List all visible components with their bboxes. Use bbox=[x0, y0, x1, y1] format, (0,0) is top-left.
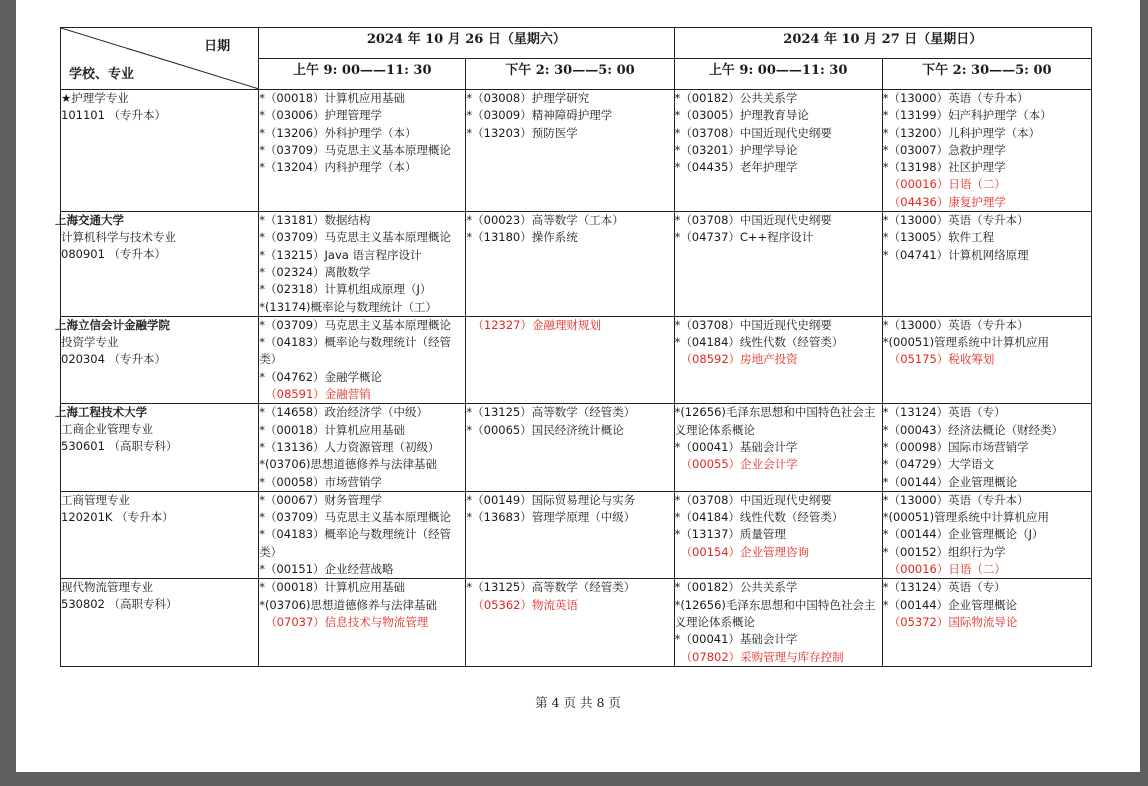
school-major-cell bbox=[61, 491, 259, 578]
course-item: *（03709）马克思主义基本原理概论 bbox=[259, 142, 452, 157]
course-item: *(12656)毛泽东思想和中国特色社会主义理论体系概论 bbox=[674, 597, 876, 629]
course-item: *（00144）企业管理概论 bbox=[882, 474, 1018, 489]
major-info: 计算机科学与技术专业 bbox=[61, 230, 176, 245]
exam-slot-cell bbox=[882, 491, 1091, 578]
major-info: 080901 （专升本） bbox=[61, 247, 167, 262]
schedule-row bbox=[61, 404, 1092, 491]
course-item-unified: （12327）金融理财规划 bbox=[472, 317, 601, 332]
course-item: *(00051)管理系统中计算机应用 bbox=[882, 510, 1050, 525]
major-info: 530802 （高职专科） bbox=[61, 597, 178, 612]
course-item-unified: （05372）国际物流导论 bbox=[888, 614, 1018, 629]
schedule-body bbox=[55, 90, 1092, 667]
course-item-unified: （07037）信息技术与物流管理 bbox=[265, 614, 429, 629]
major-info: ★护理学专业 bbox=[61, 91, 129, 105]
course-item: *（13124）英语（专） bbox=[882, 405, 1006, 420]
course-item: *（13215）Java 语言程序设计 bbox=[259, 247, 422, 262]
course-item: *（03008）护理学研究 bbox=[466, 91, 590, 105]
course-item: *（00065）国民经济统计概论 bbox=[466, 422, 624, 437]
exam-slot-cell bbox=[674, 212, 882, 317]
schedule-row bbox=[61, 579, 1092, 666]
course-item: *(12656)毛泽东思想和中国特色社会主义理论体系概论 bbox=[674, 405, 876, 437]
course-item: *（13005）软件工程 bbox=[882, 230, 995, 245]
course-item: *（00058）市场营销学 bbox=[259, 474, 383, 489]
course-item: *（00018）计算机应用基础 bbox=[259, 422, 406, 437]
course-item: *（03708）中国近现代史纲要 bbox=[674, 125, 832, 140]
course-item: *(13174)概率论与数理统计（工） bbox=[259, 299, 437, 314]
exam-slot-cell bbox=[674, 579, 882, 666]
major-info: 120201K （专升本） bbox=[61, 509, 174, 524]
date-header-1: 2024 年 10 月 26 日（星期六） bbox=[259, 28, 674, 59]
course-item: *（00043）经济法概论（财经类） bbox=[882, 422, 1064, 437]
exam-slot-cell bbox=[882, 316, 1091, 403]
course-item: *（00152）组织行为学 bbox=[882, 544, 1006, 559]
exam-slot-cell bbox=[466, 212, 674, 317]
course-item: *（00018）计算机应用基础 bbox=[259, 580, 406, 595]
exam-slot-cell bbox=[674, 90, 882, 212]
course-item: *（13000）英语（专升本） bbox=[882, 317, 1029, 332]
exam-slot-cell bbox=[674, 404, 882, 491]
course-item: *（14658）政治经济学（中级） bbox=[259, 405, 429, 420]
major-info: 工商管理专业 bbox=[61, 492, 130, 507]
course-item: *（04729）大学语文 bbox=[882, 457, 995, 472]
course-item: *（03708）中国近现代史纲要 bbox=[674, 213, 832, 228]
course-item-unified: （07802）采购管理与库存控制 bbox=[680, 649, 844, 664]
course-item: *（03708）中国近现代史纲要 bbox=[674, 317, 832, 332]
time-header-pm-1: 下午 2: 30——5: 00 bbox=[466, 59, 674, 90]
course-item: *（04183）概率论与数理统计（经管类） bbox=[259, 527, 452, 559]
exam-slot-cell bbox=[259, 404, 466, 491]
course-item: *（02318）计算机组成原理（J） bbox=[259, 282, 432, 297]
major-info: 530601 （高职专科） bbox=[61, 439, 178, 454]
course-item: *（04184）线性代数（经管类） bbox=[674, 510, 844, 525]
course-item: *（03709）马克思主义基本原理概论 bbox=[259, 230, 452, 245]
course-item-unified: （05362）物流英语 bbox=[472, 597, 578, 612]
course-item: *（03709）马克思主义基本原理概论 bbox=[259, 510, 452, 525]
course-item-unified: （00154）企业管理咨询 bbox=[680, 544, 810, 559]
exam-slot-cell bbox=[259, 579, 466, 666]
university-name: 上海立信会计金融学院 bbox=[55, 317, 170, 332]
exam-slot-cell bbox=[882, 212, 1091, 317]
date-header-2: 2024 年 10 月 27 日（星期日） bbox=[674, 28, 1091, 59]
course-item: *（13125）高等数学（经管类） bbox=[466, 580, 636, 595]
course-item-unified: （00055）企业会计学 bbox=[680, 457, 798, 472]
course-item: *(00051)管理系统中计算机应用 bbox=[882, 335, 1050, 350]
university-name: 上海工程技术大学 bbox=[55, 405, 147, 420]
page-footer: 第 4 页 共 8 页 bbox=[535, 695, 621, 710]
course-item: *（00182）公共关系学 bbox=[674, 580, 798, 595]
exam-slot-cell bbox=[259, 90, 466, 212]
major-info: 现代物流管理专业 bbox=[61, 580, 153, 595]
course-item: *（00182）公共关系学 bbox=[674, 91, 798, 105]
course-item: *（00067）财务管理学 bbox=[259, 492, 383, 507]
course-item-unified: （00016）日语（二） bbox=[888, 562, 1006, 577]
exam-slot-cell bbox=[466, 491, 674, 578]
school-major-cell bbox=[55, 212, 259, 317]
course-item: *（00151）企业经营战略 bbox=[259, 562, 394, 577]
exam-slot-cell bbox=[466, 90, 674, 212]
course-item: *（13683）管理学原理（中级） bbox=[466, 510, 636, 525]
course-item: *（13000）英语（专升本） bbox=[882, 91, 1029, 105]
course-item-unified: （08591）金融营销 bbox=[265, 387, 371, 402]
course-item: *（13180）操作系统 bbox=[466, 230, 578, 245]
course-item: *（13206）外科护理学（本） bbox=[259, 125, 417, 140]
course-item: *（00144）企业管理概论 bbox=[882, 597, 1018, 612]
course-item: *（00098）国际市场营销学 bbox=[882, 439, 1029, 454]
course-item: *（13181）数据结构 bbox=[259, 213, 371, 228]
school-major-cell bbox=[61, 579, 259, 666]
exam-slot-cell bbox=[882, 404, 1091, 491]
course-item: *（04184）线性代数（经管类） bbox=[674, 335, 844, 350]
course-item: *（03708）中国近现代史纲要 bbox=[674, 492, 832, 507]
major-info: 020304 （专升本） bbox=[61, 351, 167, 366]
course-item-unified: （04436）康复护理学 bbox=[888, 194, 1006, 209]
time-header-pm-2: 下午 2: 30——5: 00 bbox=[882, 59, 1091, 90]
exam-slot-cell bbox=[259, 212, 466, 317]
exam-slot-cell bbox=[674, 491, 882, 578]
schedule-row bbox=[61, 491, 1092, 578]
course-item-unified: （05175）税收筹划 bbox=[888, 352, 995, 367]
document-page bbox=[16, 0, 1140, 772]
course-item: *（03009）精神障碍护理学 bbox=[466, 108, 613, 123]
course-item: *（13000）英语（专升本） bbox=[882, 213, 1029, 228]
course-item: *(03706)思想道德修养与法律基础 bbox=[259, 597, 437, 612]
course-item: *（00041）基础会计学 bbox=[674, 439, 798, 454]
course-item: *（13137）质量管理 bbox=[674, 527, 786, 542]
course-item: *（13199）妇产科护理学（本） bbox=[882, 108, 1052, 123]
school-major-cell bbox=[55, 404, 259, 491]
course-item: *（02324）离散数学 bbox=[259, 264, 371, 279]
course-item: *（00149）国际贸易理论与实务 bbox=[466, 492, 636, 507]
schedule-row bbox=[61, 316, 1092, 403]
course-item: *（13125）高等数学（经管类） bbox=[466, 405, 636, 420]
course-item: *（03005）护理教育导论 bbox=[674, 108, 809, 123]
course-item: *（13200）儿科护理学（本） bbox=[882, 125, 1041, 140]
course-item: *（13136）人力资源管理（初级） bbox=[259, 439, 440, 454]
corner-school-label: 学校、专业 bbox=[69, 67, 135, 82]
course-item-unified: （00016）日语（二） bbox=[888, 177, 1006, 192]
school-major-cell bbox=[55, 316, 259, 403]
course-item: *（00018）计算机应用基础 bbox=[259, 91, 406, 105]
exam-slot-cell bbox=[466, 579, 674, 666]
exam-slot-cell bbox=[259, 316, 466, 403]
schedule-row bbox=[61, 90, 1092, 212]
course-item: *（04183）概率论与数理统计（经管类） bbox=[259, 335, 452, 367]
course-item: *（13203）预防医学 bbox=[466, 125, 578, 140]
schedule-row bbox=[61, 212, 1092, 317]
major-info: 投资学专业 bbox=[61, 334, 119, 349]
time-header-am-1: 上午 9: 00——11: 30 bbox=[259, 59, 466, 90]
exam-slot-cell bbox=[882, 579, 1091, 666]
school-major-cell bbox=[61, 90, 259, 212]
exam-slot-cell bbox=[466, 316, 674, 403]
exam-schedule-table bbox=[55, 27, 1092, 667]
course-item: *（04737）C++程序设计 bbox=[674, 230, 814, 245]
course-item: *（13204）内科护理学（本） bbox=[259, 160, 417, 175]
course-item: *（13124）英语（专） bbox=[882, 580, 1006, 595]
course-item: *(03706)思想道德修养与法律基础 bbox=[259, 457, 437, 472]
exam-slot-cell bbox=[882, 90, 1091, 212]
major-info: 101101 （专升本） bbox=[61, 108, 167, 122]
exam-slot-cell bbox=[259, 491, 466, 578]
course-item: *（04435）老年护理学 bbox=[674, 160, 798, 175]
course-item: *（03006）护理管理学 bbox=[259, 108, 383, 123]
course-item: *（03709）马克思主义基本原理概论 bbox=[259, 317, 452, 332]
header-corner-cell bbox=[61, 28, 259, 90]
exam-slot-cell bbox=[674, 316, 882, 403]
major-info: 工商企业管理专业 bbox=[61, 422, 153, 437]
course-item: *（00144）企业管理概论（J） bbox=[882, 527, 1044, 542]
course-item: *（00041）基础会计学 bbox=[674, 632, 798, 647]
course-item: *（04762）金融学概论 bbox=[259, 369, 383, 384]
time-header-am-2: 上午 9: 00——11: 30 bbox=[674, 59, 882, 90]
corner-date-label: 日期 bbox=[204, 39, 231, 54]
course-item: *（04741）计算机网络原理 bbox=[882, 247, 1029, 262]
course-item: *（03201）护理学导论 bbox=[674, 142, 798, 157]
course-item: *（13000）英语（专升本） bbox=[882, 492, 1029, 507]
exam-slot-cell bbox=[466, 404, 674, 491]
course-item: *（13198）社区护理学 bbox=[882, 160, 1006, 175]
course-item: *（00023）高等数学（工本） bbox=[466, 213, 624, 228]
course-item-unified: （08592）房地产投资 bbox=[680, 352, 798, 367]
university-name: 上海交通大学 bbox=[55, 213, 124, 228]
course-item: *（03007）急救护理学 bbox=[882, 142, 1006, 157]
